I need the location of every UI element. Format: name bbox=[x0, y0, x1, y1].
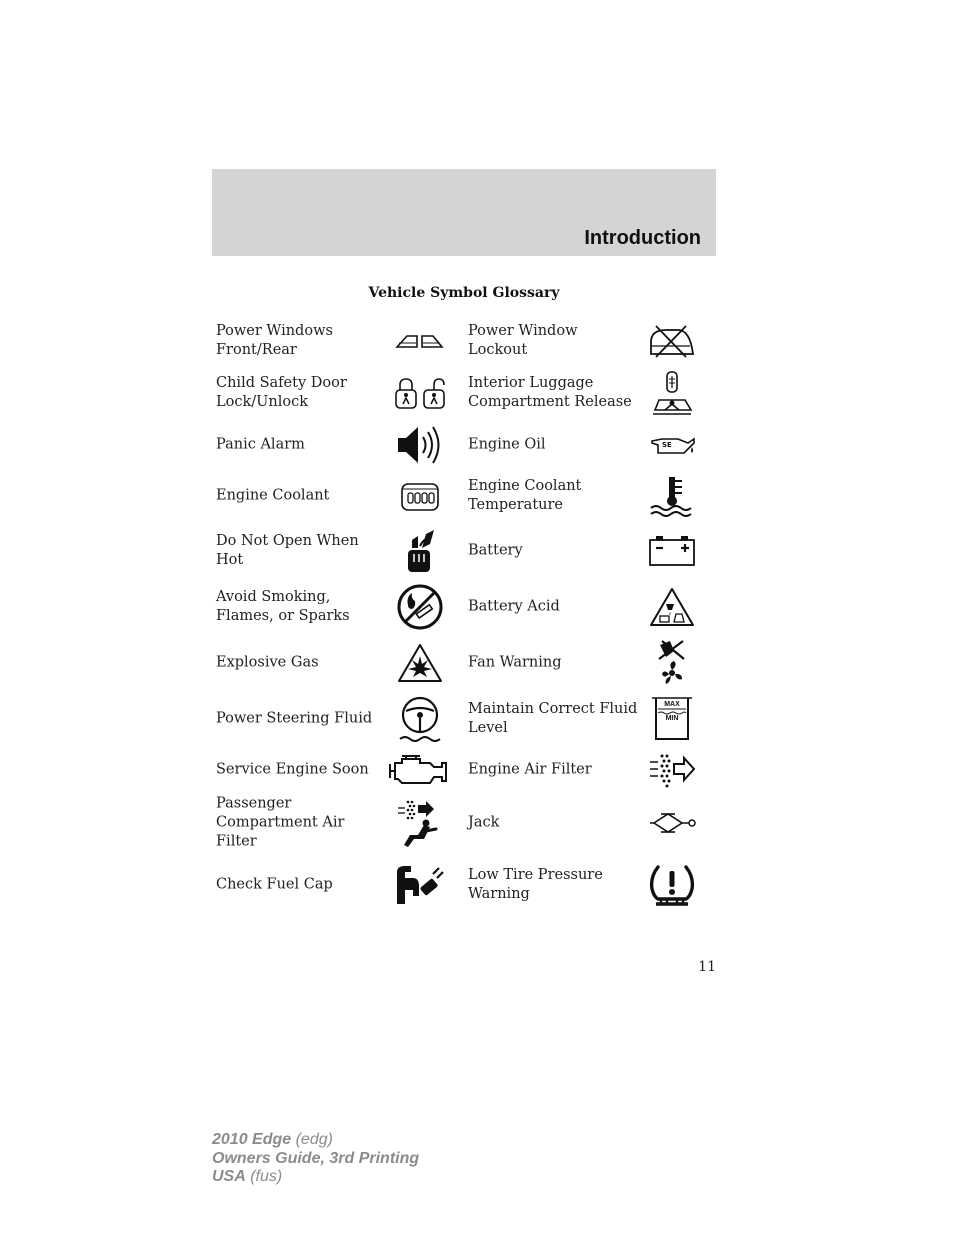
panic-alarm-icon bbox=[396, 424, 444, 466]
max-mark: MAX bbox=[664, 701, 680, 708]
symbol-label: Battery Acid bbox=[468, 598, 560, 615]
symbol-label: Low Tire Pressure Warning bbox=[468, 867, 603, 902]
symbol-label: Engine Coolant bbox=[216, 487, 330, 504]
engine-coolant-icon bbox=[400, 480, 440, 512]
engine-oil-icon bbox=[648, 433, 696, 457]
page-title: Introduction bbox=[584, 227, 701, 249]
header-band bbox=[212, 169, 716, 256]
tire-pressure-icon bbox=[648, 863, 696, 907]
glossary-row bbox=[212, 474, 716, 518]
page-number: 11 bbox=[698, 959, 716, 975]
battery-acid-icon bbox=[648, 586, 696, 628]
glossary-row bbox=[212, 320, 716, 362]
glossary-row bbox=[212, 749, 716, 791]
fuel-cap-icon bbox=[395, 864, 445, 906]
fluid-level-icon bbox=[650, 695, 694, 743]
service-engine-icon bbox=[388, 754, 452, 786]
jack-icon bbox=[648, 812, 696, 834]
glossary-row bbox=[212, 528, 716, 574]
symbol-label: Service Engine Soon bbox=[216, 761, 369, 778]
symbol-label: Engine Oil bbox=[468, 436, 546, 453]
symbol-label: Passenger Compartment Air Filter bbox=[216, 795, 345, 850]
glossary-row bbox=[212, 637, 716, 689]
symbol-label: Avoid Smoking, Flames, or Sparks bbox=[216, 589, 350, 624]
glossary-row bbox=[212, 858, 716, 912]
symbol-label: Power Steering Fluid bbox=[216, 710, 373, 727]
symbol-label: Panic Alarm bbox=[216, 436, 305, 453]
footer-line-3: USA (fus) bbox=[212, 1168, 283, 1185]
power-windows-icon bbox=[395, 331, 445, 351]
battery-icon bbox=[648, 535, 696, 567]
footer-line-2: Owners Guide, 3rd Printing bbox=[212, 1149, 420, 1167]
symbol-label: Do Not Open When Hot bbox=[216, 533, 359, 568]
coolant-temperature-icon bbox=[649, 475, 695, 517]
glossary-row bbox=[212, 796, 716, 850]
cabin-air-filter-icon bbox=[396, 799, 444, 847]
fan-warning-icon bbox=[656, 639, 688, 687]
symbol-label: Maintain Correct Fluid Level bbox=[468, 701, 638, 736]
explosive-gas-icon bbox=[396, 642, 444, 684]
symbol-label: Power Windows Front/Rear bbox=[216, 323, 333, 358]
power-window-lockout-icon bbox=[648, 324, 696, 358]
glossary-row bbox=[212, 421, 716, 469]
do-not-open-hot-icon bbox=[404, 528, 436, 574]
glossary-row bbox=[212, 693, 716, 745]
footer-line-1: 2010 Edge (edg) bbox=[212, 1131, 333, 1148]
symbol-label: Power Window Lockout bbox=[468, 323, 578, 358]
glossary-row bbox=[212, 370, 716, 416]
symbol-label: Explosive Gas bbox=[216, 654, 319, 671]
glossary-row bbox=[212, 581, 716, 633]
symbol-label: Interior Luggage Compartment Release bbox=[468, 375, 632, 410]
symbol-label: Fan Warning bbox=[468, 654, 562, 671]
symbol-label: Battery bbox=[468, 542, 523, 559]
symbol-label: Child Safety Door Lock/Unlock bbox=[216, 375, 347, 410]
symbol-label: Check Fuel Cap bbox=[216, 876, 333, 893]
symbol-label: Jack bbox=[468, 814, 500, 831]
symbol-label: Engine Air Filter bbox=[468, 761, 592, 778]
symbol-label: Engine Coolant Temperature bbox=[468, 478, 582, 513]
glossary-title: Vehicle Symbol Glossary bbox=[368, 285, 560, 301]
steering-fluid-icon bbox=[398, 695, 442, 743]
luggage-release-icon bbox=[649, 370, 695, 416]
footer bbox=[212, 1131, 419, 1187]
no-smoking-icon bbox=[396, 583, 444, 631]
child-lock-icon bbox=[394, 376, 446, 410]
air-filter-icon bbox=[648, 752, 696, 788]
svg-text:SE: SE bbox=[662, 441, 672, 449]
min-mark: MIN bbox=[665, 715, 679, 722]
